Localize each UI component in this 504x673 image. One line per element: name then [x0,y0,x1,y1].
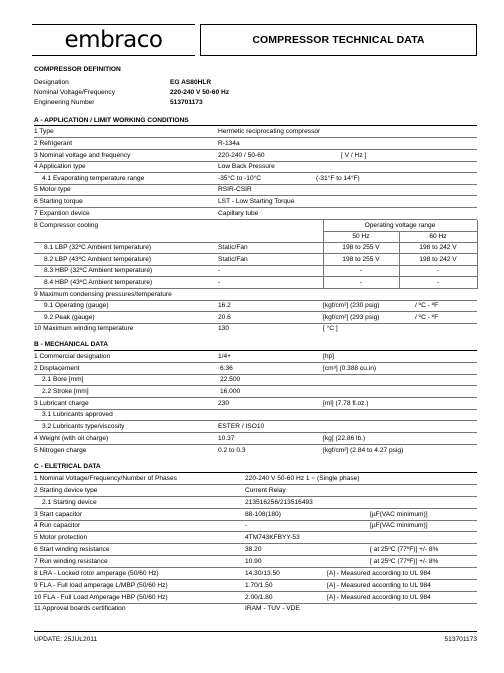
b-stroke-value: 16.000 [220,388,241,395]
cooling-row-label: 8.2 LBP (43ºC Ambient temperature) [44,256,152,263]
c-starting-device-label: 2.1 Starting device [42,499,97,506]
cooling-row-60hz: 198 to 242 V [419,244,457,251]
b-weight-label: 4 Weight (with oil charge) [34,435,109,442]
a-peak-pressure-unit: [kgf/cm²] (293 psig) [323,314,380,321]
b-commercial-unit: [hp] [323,353,334,360]
cooling-row-type: Static/Fan [218,244,248,251]
a-expansion-label: 7 Expantion device [34,210,90,217]
footer-engineering-number: 513701173 [444,636,477,643]
a-evap-range-imperial: (-31°F to 14°F) [316,175,360,182]
a-type-value: Hermetic reciprocating compressor [218,128,321,135]
b-displacement-unit: [cm³] (0.388 cu.in) [323,365,377,372]
a-winding-temp-value: 130 [218,325,230,332]
c-run-winding-unit: [ at 25ºC (77ºF)] +/- 8% [370,558,439,565]
cooling-row-label: 8.4 HBP (43ºC Ambient temperature) [44,279,153,286]
c-run-winding-label: 7 Run winding resistance [34,558,108,565]
b-lubricant-charge-value: 230 [218,400,230,407]
c-motor-protection-value: 4TM743KFBYY-53 [245,534,300,541]
a-operating-pressure-label: 9.1 Operating (gauge) [44,302,109,309]
document-header [32,24,477,56]
c-starting-device-type-label: 2 Starting device type [34,487,98,494]
cooling-row-60hz: - [436,279,440,286]
c-approval-value: IRAM - TUV - VDE [245,605,300,612]
embraco-logo: embraco [32,24,195,56]
a-peak-pressure-label: 9.2 Peak (gauge) [44,314,95,321]
voltage-label: Nominal Voltage/Frequency [34,89,116,96]
a-evap-range-label: 4.1 Evaporating temperature range [42,175,145,182]
b-bore-value: 22.500 [220,376,241,383]
designation-value: EG AS80HLR [170,79,212,86]
b-displacement-label: 2 Displacement [34,365,80,372]
cooling-row-50hz: 198 to 255 V [342,244,380,251]
c-fla-hbp-unit: [A] - Measured according to UL 984 [327,594,431,601]
c-start-capacitor-label: 3 Start capacitor [34,511,83,518]
a-col-60hz: 60 Hz [429,233,447,240]
c-fla-hbp-label: 10 FLA - Full Load Amperage HBP (50/60 Hz) [34,594,168,601]
a-operating-pressure-value: 16.2 [218,302,231,309]
document-title: COMPRESSOR TECHNICAL DATA [200,24,477,56]
a-condensing-label: 9 Maximum condensing pressures/temperature [34,291,172,298]
cooling-row-label: 8.3 HBP (32ºC Ambient temperature) [44,267,153,274]
b-commercial-value: 1/4+ [218,353,232,360]
c-start-winding-value: 38.20 [245,546,262,553]
c-run-capacitor-value: - [245,522,248,529]
section-c-heading: C - ELETRICAL DATA [34,463,101,470]
footer-divider [34,631,477,632]
divider [34,125,477,126]
b-nitrogen-unit: [kgf/cm²] (2.84 to 4.27 psig) [323,447,404,454]
b-displacement-value: 6.36 [220,365,233,372]
a-cooling-label: 8 Compressor cooling [34,222,99,229]
c-fla-lmbp-value: 1.70/1.50 [245,582,273,589]
a-starting-torque-value: LST - Low Starting Torque [218,198,295,205]
a-expansion-value: Capillary tube [218,210,259,217]
a-peak-pressure-value: 20.6 [218,314,231,321]
b-stroke-label: 2.2 Stroke [mm] [42,388,89,395]
c-fla-lmbp-unit: [A] - Measured according to UL 984 [327,582,431,589]
c-starting-device-type-value: Current Relay [245,487,286,494]
cooling-row-type: - [218,267,221,274]
update-date: UPDATE: 25JUL2011 [34,636,98,643]
b-lubricant-type-label: 3.2 Lubricants type/viscosity [42,423,125,430]
b-weight-value: 10.37 [218,435,235,442]
a-winding-temp-unit: [ °C ] [323,325,338,332]
designation-label: Designation [34,79,69,86]
section-a-heading: A - APPLICATION / LIMIT WORKING CONDITIONS [34,117,189,124]
a-operating-pressure-unit: [kgf/cm²] (230 psig) [323,302,380,309]
a-voltage-label: 3 Nominal voltage and frequency [34,152,131,159]
c-run-capacitor-label: 4 Run capacitor [34,522,81,529]
engineering-number-value: 513701173 [170,99,203,106]
c-motor-protection-label: 5 Motor protection [34,534,88,541]
c-start-winding-unit: [ at 25ºC (77ºF)] +/- 8% [370,546,439,553]
c-fla-lmbp-label: 9 FLA - Full load amperage L/MBP (50/60 Hz) [34,582,168,589]
c-approval-label: 11 Approval boards certification [34,605,126,612]
c-lra-value: 14.30/13.50 [245,570,280,577]
b-lubricant-charge-label: 3 Lubricant charge [34,400,89,407]
section-b-heading: B - MECHANICAL DATA [34,341,108,348]
a-application-label: 4 Application type [34,163,86,170]
a-motor-type-label: 5 Motor type [34,186,71,193]
a-refrigerant-value: R-134a [218,140,240,147]
engineering-number-label: Engineering Number [34,99,95,106]
c-lra-label: 8 LRA - Locked rotor amperage (50/60 Hz) [34,570,159,577]
b-weight-unit: [kg] (22.86 lb.) [323,435,366,442]
a-operating-temp-unit: / ºC - ºF [415,302,439,309]
b-lubricant-type-value: ESTER / ISO10 [218,423,265,430]
c-nominal-label: 1 Nominal Voltage/Frequency/Number of Phases [34,475,177,482]
a-col-50hz: 50 Hz [352,233,370,240]
a-evap-range-value: -35°C to -10°C [218,175,262,182]
b-nitrogen-value: 0.2 to 0.3 [218,447,246,454]
c-run-capacitor-unit: [µF(VAC minimum)] [370,522,428,529]
b-lubricants-approved-label: 3.1 Lubricants approved [42,411,113,418]
a-voltage-unit: [ V / Hz ] [341,152,367,159]
cooling-row-50hz: 198 to 255 V [342,256,380,263]
c-start-capacitor-value: 88-108(180) [245,511,281,518]
cooling-row-type: - [218,279,221,286]
cooling-row-type: Static/Fan [218,256,248,263]
a-type-label: 1 Type [34,128,54,135]
cooling-row-60hz: 198 to 242 V [419,256,457,263]
b-commercial-label: 1 Commercial designation [34,353,111,360]
a-starting-torque-label: 6 Starting torque [34,198,83,205]
c-run-winding-value: 10.90 [245,558,262,565]
cooling-row-50hz: - [359,267,363,274]
c-start-winding-label: 6 Start winding resistance [34,546,110,553]
cooling-row-label: 8.1 LBP (32ºC Ambient temperature) [44,244,152,251]
b-bore-label: 2.1 Bore [mm] [42,376,84,383]
a-winding-temp-label: 10 Maximum winding temperature [34,325,134,332]
a-refrigerant-label: 2 Refrigerant [34,140,73,147]
c-fla-hbp-value: 2.00/1.80 [245,594,273,601]
cooling-row-50hz: - [359,279,363,286]
a-peak-temp-unit: / ºC - ºF [415,314,439,321]
c-nominal-value: 220-240 V 50-60 Hz 1 ~ (Single phase) [245,475,360,482]
cooling-row-60hz: - [436,267,440,274]
c-lra-unit: [A] - Measured according to UL 984 [327,570,431,577]
a-application-value: Low Back Pressure [218,163,275,170]
b-lubricant-charge-unit: [ml] (7.78 fl.oz.) [323,400,369,407]
voltage-value: 220-240 V 50-60 Hz [170,89,230,96]
a-voltage-value: 220-240 / 50-60 [218,152,265,159]
a-motor-type-value: RSIR-CSIR [218,186,252,193]
a-operating-range-head: Operating voltage range [364,222,436,229]
c-starting-device-value: 213516256/213516493 [245,499,313,506]
definition-heading: COMPRESSOR DEFINITION [34,66,121,73]
c-start-capacitor-unit: [µF(VAC minimum)] [370,511,428,518]
b-nitrogen-label: 5 Nitrogen charge [34,447,87,454]
